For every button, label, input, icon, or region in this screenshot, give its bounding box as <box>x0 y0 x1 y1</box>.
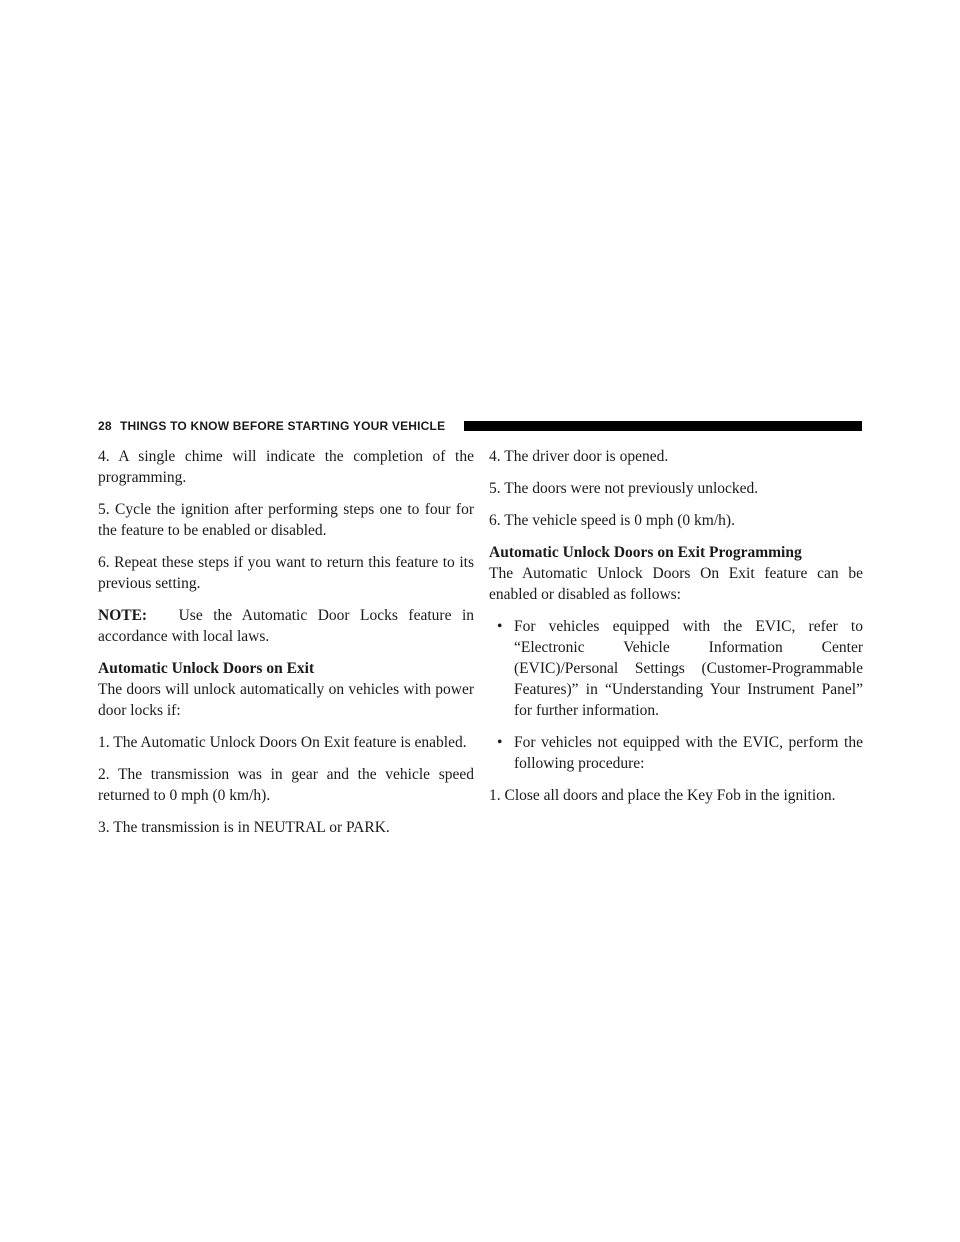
unlock-intro-paragraph: The doors will unlock automatically on vehicles with power door locks if: <box>98 681 474 719</box>
bullet-text: For vehicles not equipped with the EVIC, perform the following procedure: <box>514 734 863 772</box>
bullet-item-evic <box>489 616 863 721</box>
header-rule <box>464 421 862 431</box>
note-text: Use the Automatic Door Locks feature in accordance with local laws. <box>98 607 474 645</box>
bullet-text: For vehicles equipped with the EVIC, refer to “Electronic Vehicle Information Center (EVIC)/Personal Settings (Customer-Programmable Features)” in “Understanding Your Instrument Panel” for further information. <box>514 618 863 719</box>
condition-4: 4. The driver door is opened. <box>489 448 669 465</box>
bullet-icon: • <box>497 734 503 751</box>
note-label: NOTE: <box>98 607 148 624</box>
section-heading-unlock-programming: Automatic Unlock Doors on Exit Programming <box>489 544 802 561</box>
bullet-item-no-evic <box>489 732 863 774</box>
procedure-step-1: 1. Close all doors and place the Key Fob in the ignition. <box>489 787 836 804</box>
section-heading-unlock-on-exit: Automatic Unlock Doors on Exit <box>98 660 315 677</box>
section-title: THINGS TO KNOW BEFORE STARTING YOUR VEHICLE <box>120 419 446 433</box>
step-5-paragraph: 5. Cycle the ignition after performing steps one to four for the feature to be enabled or disabled. <box>98 501 474 539</box>
note-paragraph <box>98 605 474 647</box>
page-number: 28 <box>98 419 112 433</box>
step-4-paragraph: 4. A single chime will indicate the completion of the programming. <box>98 448 474 486</box>
bullet-icon: • <box>497 618 503 635</box>
step-6-paragraph: 6. Repeat these steps if you want to return this feature to its previous setting. <box>98 554 474 592</box>
condition-3: 3. The transmission is in NEUTRAL or PARK. <box>98 819 390 836</box>
condition-6: 6. The vehicle speed is 0 mph (0 km/h). <box>489 512 735 529</box>
condition-2: 2. The transmission was in gear and the vehicle speed returned to 0 mph (0 km/h). <box>98 766 474 804</box>
condition-5: 5. The doors were not previously unlocked. <box>489 480 759 497</box>
programming-intro-paragraph: The Automatic Unlock Doors On Exit feature can be enabled or disabled as follows: <box>489 565 863 603</box>
right-column <box>489 446 863 806</box>
condition-1: 1. The Automatic Unlock Doors On Exit feature is enabled. <box>98 734 467 751</box>
left-column <box>98 446 474 838</box>
page-header <box>98 419 862 433</box>
